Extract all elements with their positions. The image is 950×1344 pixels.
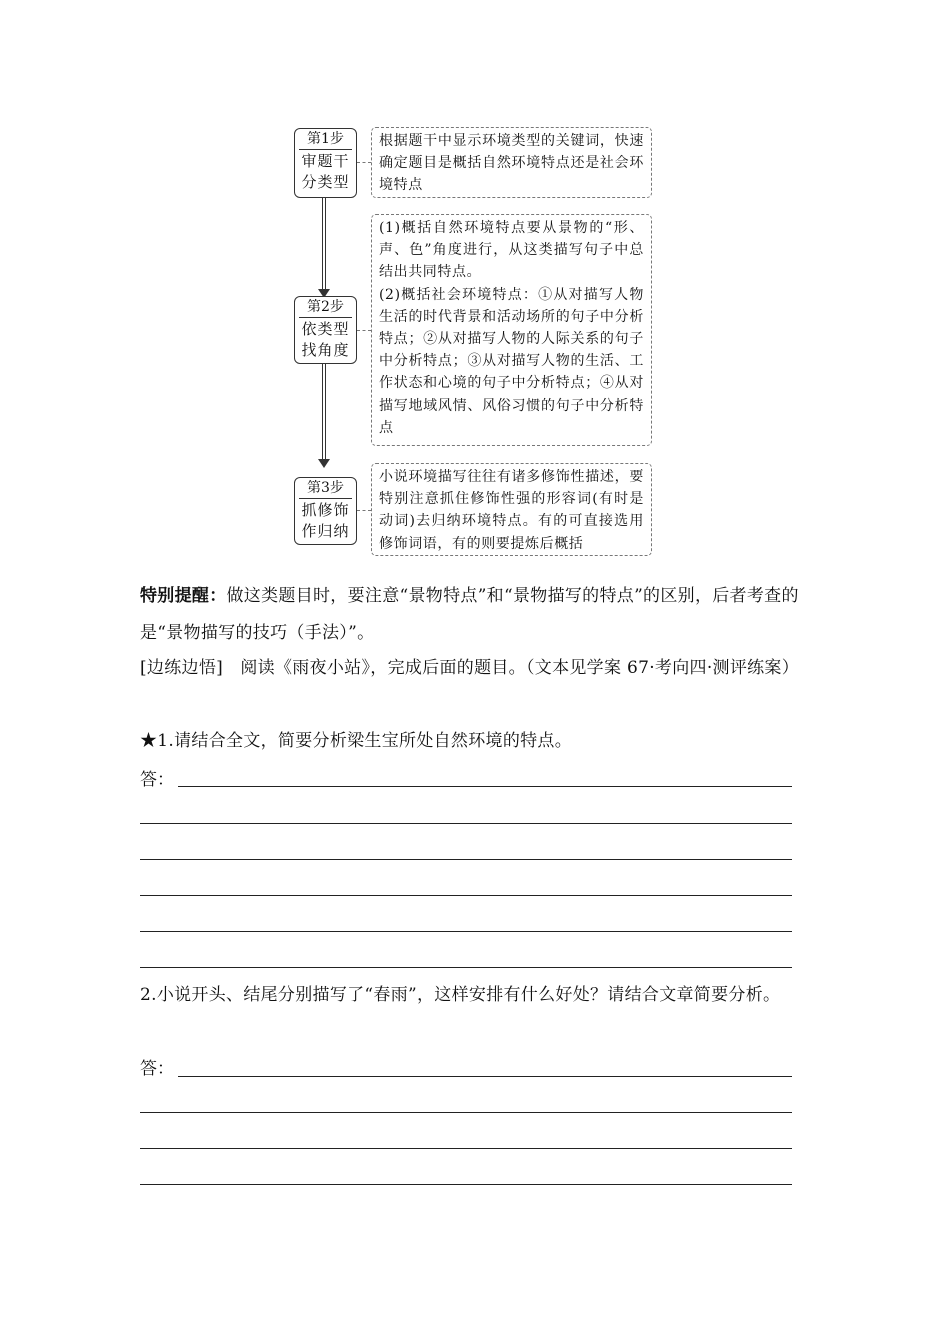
answer-2-line-1[interactable] [178, 1076, 792, 1077]
step-3-box [294, 477, 357, 545]
answer-1-line-1[interactable] [178, 786, 792, 787]
step-2-description-part2: (2)概括社会环境特点：①从对描写人物生活的时代背景和活动场所的句子中分析特点；②从对描写人物的人际关系的句子中分析特点；③从对描写人物的生活、工作状态和心境的句子中分析特点；④从对描写地域风情、风俗习惯的句子中分析特点 [379, 286, 644, 436]
practice-label: [边练边悟] [140, 658, 224, 678]
reminder-label: 特别提醒： [140, 586, 227, 606]
question-1: ★1.请结合全文，简要分析梁生宝所处自然环境的特点。 [140, 731, 573, 751]
step-3-description-text: 小说环境描写往往有诸多修饰性描述，要特别注意抓住修饰性强的形容词(有时是动词)去归纳环境特点。有的可直接选用修饰词语，有的则要提炼后概括 [379, 469, 644, 552]
method-diagram [0, 0, 950, 560]
special-reminder [140, 578, 812, 652]
answer-2-line-2[interactable] [140, 1112, 792, 1113]
step-3-connector [357, 510, 371, 511]
practice-text: 阅读《雨夜小站》，完成后面的题目。（文本见学案 67·考向四·测评练案） [223, 658, 800, 678]
step-1-connector [357, 162, 371, 163]
step-2-number: 第2步 [299, 297, 352, 318]
step-2-description [371, 214, 652, 446]
step-2-box [294, 296, 357, 364]
answer-1-line-3[interactable] [140, 859, 792, 860]
step-3-number: 第3步 [299, 478, 352, 499]
step-2-connector [357, 330, 371, 331]
step-2-description-part1: (1)概括自然环境特点要从景物的“形、声、色”角度进行，从这类描写句子中总结出共同特点。 [379, 220, 644, 281]
answer-2-label: 答： [140, 1059, 174, 1079]
answer-1-line-2[interactable] [140, 823, 792, 824]
step-1-description [371, 127, 652, 198]
answer-2-line-4[interactable] [140, 1184, 792, 1185]
step-3-title: 抓修饰作归纳 [301, 501, 350, 540]
step-3-description [371, 463, 652, 556]
step-1-title: 审题干分类型 [301, 152, 350, 191]
arrow-down-icon [319, 364, 331, 460]
question-2: 2.小说开头、结尾分别描写了“春雨”，这样安排有什么好处？请结合文章简要分析。 [140, 985, 781, 1005]
step-1-description-text: 根据题干中显示环境类型的关键词，快速确定题目是概括自然环境特点还是社会环境特点 [379, 133, 644, 194]
answer-1-line-4[interactable] [140, 895, 792, 896]
answer-2-line-3[interactable] [140, 1148, 792, 1149]
answer-1-label: 答： [140, 770, 174, 790]
answer-1-line-5[interactable] [140, 931, 792, 932]
step-1-box [294, 128, 357, 198]
reminder-text: 做这类题目时，要注意“景物特点”和“景物描写的特点”的区别，后者考查的是“景物描写的技巧（手法）”。 [140, 586, 799, 643]
step-2-title: 依类型找角度 [301, 320, 350, 359]
practice-instruction [140, 650, 812, 687]
answer-1-line-6[interactable] [140, 967, 792, 968]
step-1-number: 第1步 [299, 129, 352, 150]
arrow-down-icon [319, 198, 331, 290]
